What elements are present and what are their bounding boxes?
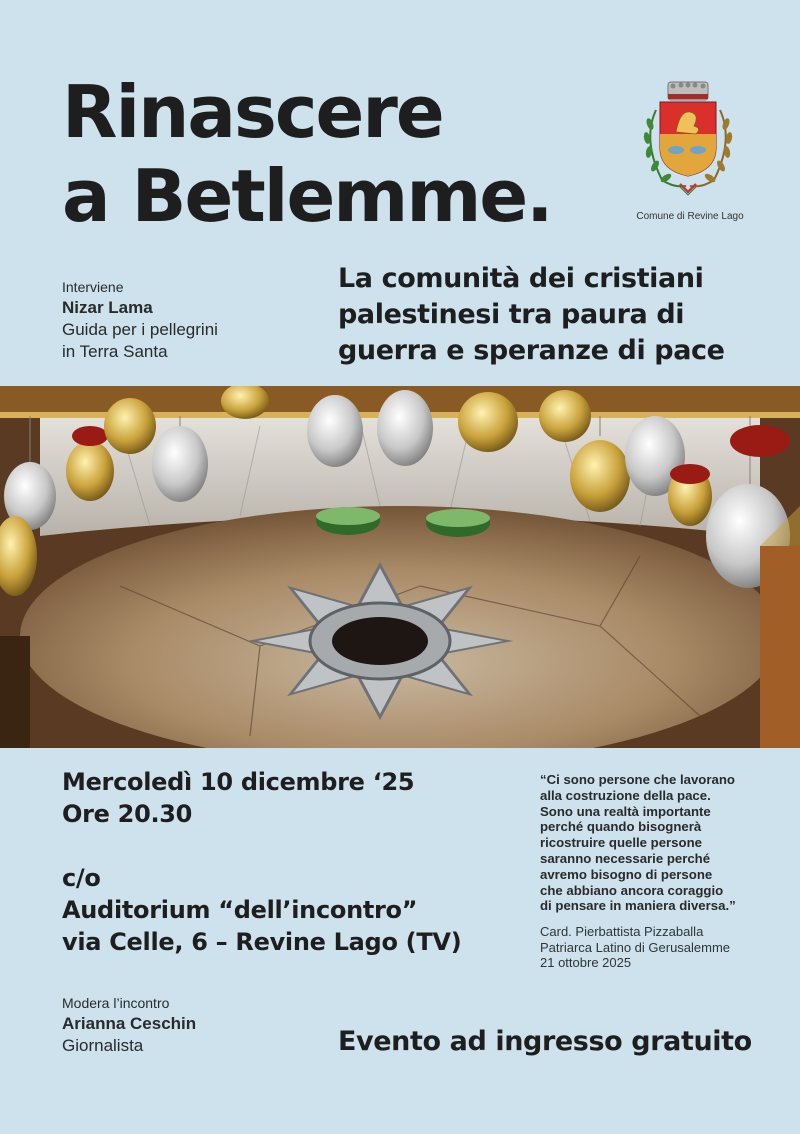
venue-address: via Celle, 6 – Revine Lago (TV) [62, 928, 462, 956]
moderator-name: Arianna Ceschin [62, 1014, 197, 1033]
speaker-name: Nizar Lama [62, 298, 153, 317]
moderator-role: Giornalista [62, 1036, 144, 1055]
venue-prefix: c/o [62, 864, 101, 892]
speaker-role-line-1: Guida per i pellegrini [62, 320, 218, 339]
speaker-intro: Interviene [62, 279, 124, 295]
free-entry-notice: Evento ad ingresso gratuito [338, 1026, 752, 1057]
grotto-of-nativity-photo [0, 386, 800, 748]
quote-line: avremo bisogno di persone [540, 866, 713, 882]
moderator-block [62, 993, 322, 1057]
quote-line: Sono una realtà importante [540, 803, 711, 819]
quote-line: di pensare in maniera diversa.” [540, 898, 736, 914]
quote-line: perché quando bisognerà [540, 819, 702, 835]
quote-line: ricostruire quelle persone [540, 835, 702, 851]
speaker-role-line-2: in Terra Santa [62, 342, 168, 361]
speaker-block [62, 277, 312, 363]
moderator-intro: Modera l’incontro [62, 995, 170, 1011]
comune-crest-icon [630, 80, 746, 202]
subtitle-line-1: La comunità dei cristiani [338, 263, 704, 294]
quote-line: che abbiano ancora coraggio [540, 882, 724, 898]
quote-author: Card. Pierbattista Pizzaballa [540, 924, 704, 939]
title-line-1: Rinascere [62, 70, 443, 154]
venue-name: Auditorium “dell’incontro” [62, 896, 418, 924]
quote-date: 21 ottobre 2025 [540, 955, 632, 970]
quote-line: alla costruzione della pace. [540, 787, 711, 803]
event-venue [62, 862, 522, 958]
event-date: Mercoledì 10 dicembre ‘25 [62, 768, 415, 796]
title-line-2: a Betlemme. [62, 154, 552, 238]
quote-author-title: Patriarca Latino di Gerusalemme [540, 939, 731, 955]
event-time: Ore 20.30 [62, 800, 193, 828]
comune-label: Comune di Revine Lago [636, 211, 744, 222]
subtitle-line-3: guerra e speranze di pace [338, 335, 725, 366]
quote-line: “Ci sono persone che lavorano [540, 772, 735, 787]
poster-title [62, 70, 602, 238]
event-datetime [62, 766, 502, 830]
subtitle-line-2: palestinesi tra paura di [338, 299, 685, 330]
poster-subtitle [338, 261, 788, 369]
quote-line: saranno necessarie perché [540, 850, 711, 866]
quote-text [540, 772, 770, 914]
quote-attribution [540, 924, 780, 971]
